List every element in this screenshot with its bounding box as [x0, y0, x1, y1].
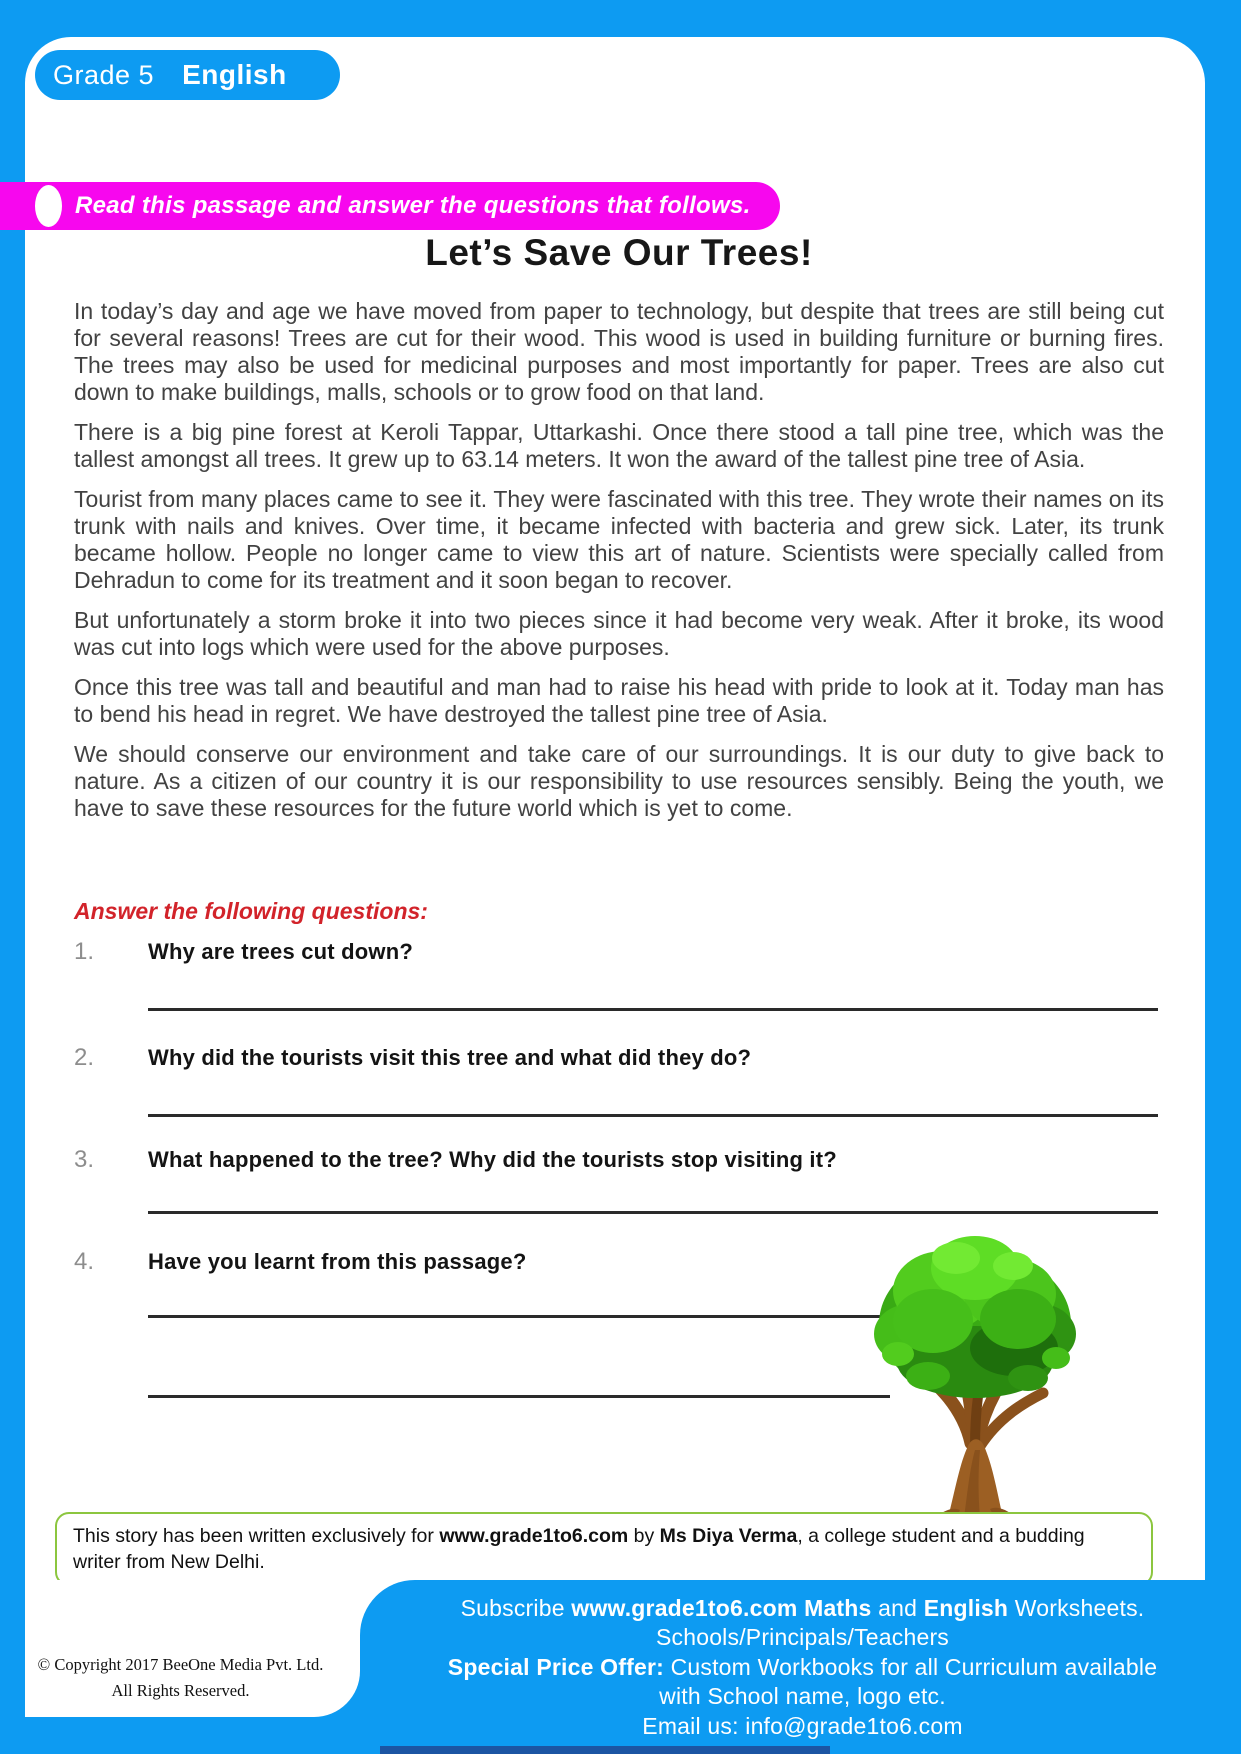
- answer-line-q4-a[interactable]: [148, 1315, 890, 1318]
- passage-paragraph: Once this tree was tall and beautiful and man had to raise his head with pride to look at it. Today man has to bend his head in regret. We have destroyed the tallest pine tree of Asia.: [74, 674, 1164, 727]
- author-note: [55, 1512, 1153, 1586]
- question-3-number: 3.: [74, 1146, 95, 1173]
- subject-label: English: [182, 59, 287, 90]
- questions-heading: Answer the following questions:: [74, 898, 428, 924]
- question-3: [74, 1146, 837, 1174]
- question-2-text: Why did the tourists visit this tree and what did they do?: [148, 1045, 752, 1070]
- answer-line-q3[interactable]: [148, 1211, 1158, 1214]
- question-4: [74, 1248, 526, 1276]
- note-site: www.grade1to6.com: [439, 1525, 629, 1547]
- question-2: [74, 1044, 751, 1072]
- banner-oval-icon: [35, 185, 62, 227]
- copyright-line-2: All Rights Reserved.: [111, 1681, 250, 1701]
- grade-subject-badge: [35, 50, 340, 100]
- footer-text: [380, 1594, 1225, 1741]
- passage-body: [74, 298, 1164, 835]
- question-3-text: What happened to the tree? Why did the tourists stop visiting it?: [148, 1147, 837, 1172]
- passage-title: Let’s Save Our Trees!: [425, 232, 813, 273]
- copyright-line-1: © Copyright 2017 BeeOne Media Pvt. Ltd.: [37, 1655, 324, 1674]
- footer-line-subscribe: [380, 1594, 1225, 1623]
- note-prefix: This story has been written exclusively for: [73, 1525, 440, 1547]
- grade-label: Grade 5: [53, 59, 155, 90]
- bottom-accent-bar: [380, 1746, 830, 1754]
- footer-line-audience: Schools/Principals/Teachers: [655, 1624, 950, 1651]
- footer-subscribe-prefix: Subscribe: [460, 1595, 572, 1621]
- passage-paragraph: In today’s day and age we have moved from paper to technology, but despite that trees are still being cut for several reasons! Trees are cut for their wood. This wood is used in building furniture or burning fires. The trees may also be used for medicinal purposes and most importantly for paper. Trees are also cut down to make buildings, malls, schools or to grow food on that land.: [74, 298, 1164, 405]
- tree-illustration: [868, 1216, 1083, 1518]
- note-suffix: , a college student and a budding writer from New Delhi.: [73, 1525, 1085, 1574]
- footer-line-custom: with School name, logo etc.: [659, 1683, 946, 1710]
- footer-line-offer: [380, 1653, 1225, 1682]
- passage-paragraph: There is a big pine forest at Keroli Tappar, Uttarkashi. Once there stood a tall pine tree, which was the tallest amongst all trees. It grew up to 63.14 meters. It won the award of the tallest pine tree of Asia.: [74, 419, 1164, 472]
- footer-offer-label: Special Price Offer:: [447, 1653, 664, 1680]
- footer-english: English: [923, 1595, 1009, 1621]
- question-1-text: Why are trees cut down?: [148, 939, 413, 964]
- answer-line-q2[interactable]: [148, 1114, 1158, 1117]
- footer-offer-text: Custom Workbooks for all Curriculum available: [663, 1653, 1158, 1680]
- note-mid: by: [628, 1525, 660, 1547]
- footer-site-maths: www.grade1to6.com Maths: [571, 1595, 872, 1621]
- footer-worksheets: Worksheets.: [1008, 1595, 1145, 1621]
- passage-paragraph: We should conserve our environment and take care of our surroundings. It is our duty to give back to nature. As a citizen of our country it is our responsibility to use resources sensibly. Being the youth, we have to save these resources for the future world which is yet to come.: [74, 741, 1164, 821]
- answer-line-q4-b[interactable]: [148, 1395, 890, 1398]
- answer-line-q1[interactable]: [148, 1008, 1158, 1011]
- note-author: Ms Diya Verma: [659, 1525, 798, 1547]
- question-4-number: 4.: [74, 1248, 95, 1275]
- footer-and: and: [871, 1595, 924, 1621]
- copyright-text: [28, 1652, 333, 1705]
- instruction-banner: [0, 182, 780, 230]
- question-2-number: 2.: [74, 1044, 95, 1071]
- question-4-text: Have you learnt from this passage?: [148, 1249, 527, 1274]
- passage-paragraph: But unfortunately a storm broke it into two pieces since it had become very weak. After it broke, its wood was cut into logs which were used for the above purposes.: [74, 607, 1164, 660]
- question-1-number: 1.: [74, 938, 95, 965]
- footer-line-email[interactable]: Email us: info@grade1to6.com: [642, 1712, 963, 1739]
- passage-paragraph: Tourist from many places came to see it. They were fascinated with this tree. They wrote their names on its trunk with nails and knives. Over time, it became infected with bacteria and grew sick. Later, its trunk became hollow. People no longer came to view this art of nature. Scientists were specially called from Dehradun to come for its treatment and it soon began to recover.: [74, 486, 1164, 593]
- instruction-text: Read this passage and answer the questions that follows.: [75, 192, 751, 219]
- question-1: [74, 938, 413, 966]
